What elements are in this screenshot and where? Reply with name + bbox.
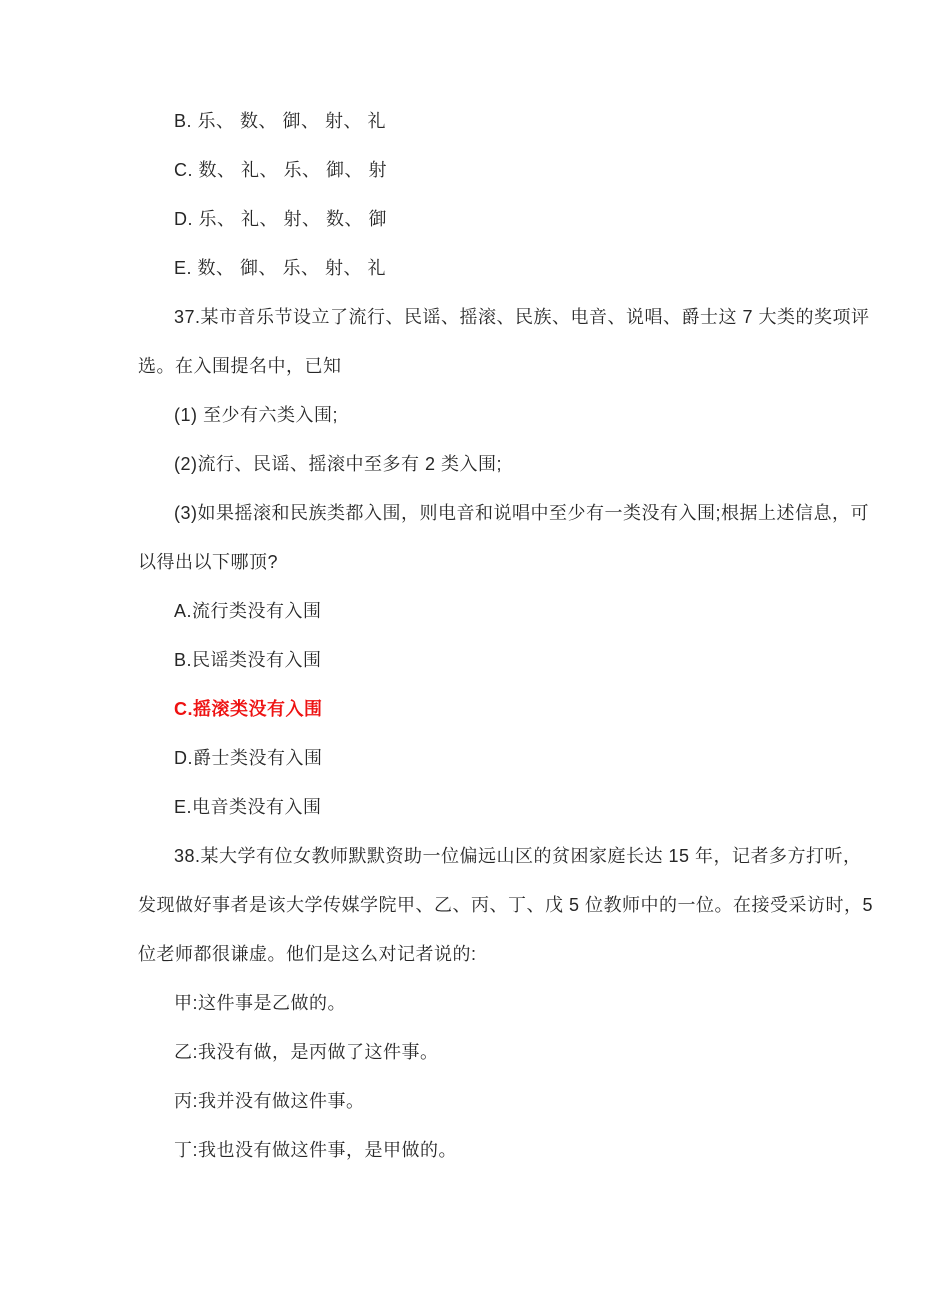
statement-ding: 丁:我也没有做这件事，是甲做的。 [174, 1140, 457, 1160]
question-37-condition-2: (2)流行、民谣、摇滚中至多有 2 类入围; [174, 454, 503, 474]
question-38-line-2: 发现做好事者是该大学传媒学院甲、乙、丙、丁、戊 5 位教师中的一位。在接受采访时，5 [138, 895, 874, 915]
question-38-line-3: 位老师都很谦虚。他们是这么对记者说的: [138, 944, 477, 964]
question-37-option-e: E.电音类没有入围 [174, 797, 322, 817]
question-38-line-1: 38.某大学有位女教师默默资助一位偏远山区的贫困家庭长达 15 年，记者多方打听， [174, 846, 862, 866]
option-d: D. 乐、 礼、 射、 数、 御 [174, 209, 388, 229]
statement-yi: 乙:我没有做，是丙做了这件事。 [174, 1042, 439, 1062]
question-37-line-2: 选。在入围提名中，已知 [138, 356, 342, 376]
question-37-prompt: 以得出以下哪顶? [138, 552, 279, 572]
option-b: B. 乐、 数、 御、 射、 礼 [174, 111, 387, 131]
option-e: E. 数、 御、 乐、 射、 礼 [174, 258, 387, 278]
question-37-line-1: 37.某市音乐节设立了流行、民谣、摇滚、民族、电音、说唱、爵士这 7 大类的奖项评 [174, 307, 870, 327]
question-37-condition-1: (1) 至少有六类入围; [174, 405, 339, 425]
question-37-option-c-answer: C.摇滚类没有入围 [174, 699, 323, 719]
option-c: C. 数、 礼、 乐、 御、 射 [174, 160, 388, 180]
statement-jia: 甲:这件事是乙做的。 [174, 993, 347, 1013]
statement-bing: 丙:我并没有做这件事。 [174, 1091, 365, 1111]
question-37-option-d: D.爵士类没有入围 [174, 748, 323, 768]
question-37-option-b: B.民谣类没有入围 [174, 650, 322, 670]
question-37-option-a: A.流行类没有入围 [174, 601, 322, 621]
question-37-condition-3: (3)如果摇滚和民族类都入围，则电音和说唱中至少有一类没有入围;根据上述信息，可 [174, 503, 869, 523]
